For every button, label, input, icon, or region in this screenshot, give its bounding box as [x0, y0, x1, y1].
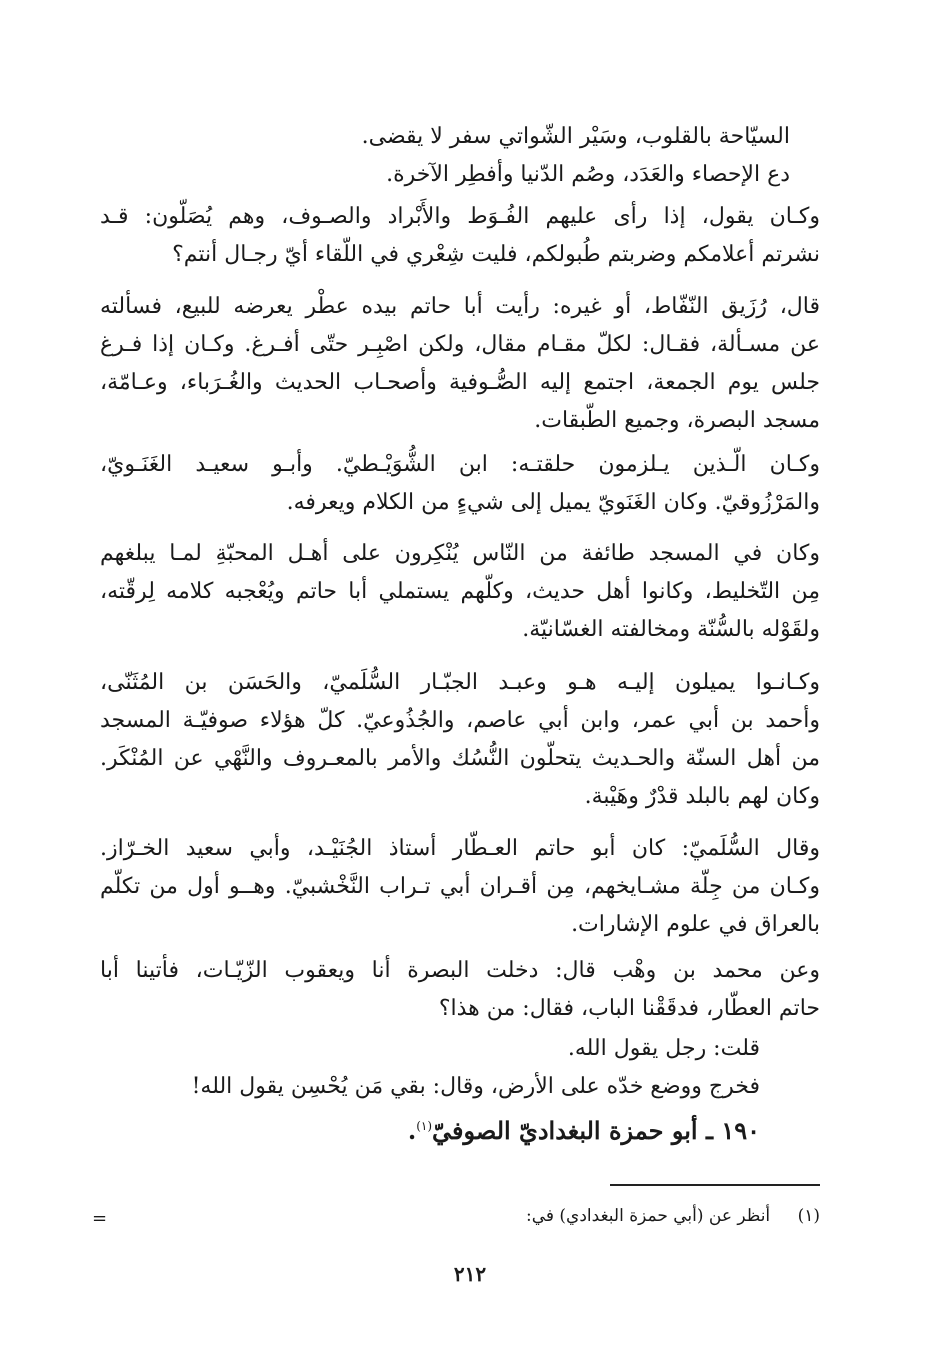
paragraph-line: وكان في المسجد طائفة من النّاس يُنْكِرون على أهـل المحبّةِ لمـا يبلغهم [100, 541, 820, 566]
paragraph-5 [100, 664, 820, 816]
paragraph-line: عن مسـألة، فقـال: لكلّ مقـام مقال، ولكن اصْبِـر حتّى أفـرغ. وكـان إذا فـرغ [100, 332, 820, 357]
paragraph-6 [100, 830, 820, 944]
entry-number: ١٩٠ [721, 1116, 760, 1145]
verse-line-2: دع الإحصاء والعَدَد، وصُم الدّنيا وأفطِر الآخرة. [386, 162, 790, 187]
footnote [526, 1206, 820, 1226]
paragraph-line: ولقَوْله بالسُّنّة ومخالفته الغسّانيّة. [522, 617, 820, 642]
paragraph-line: والمَرْزُوقيّ. وكان الغَنَويّ يميل إلى شيءٍ من الكلام ويعرفه. [286, 490, 820, 515]
paragraph-2 [100, 288, 820, 440]
paragraph-line: وكـانـوا يميلون إليـه هـو وعبـد الجبّـار السُّلَميّ، والحَسَن بن المُثَنّى، [100, 670, 820, 695]
paragraph-line: وكان لهم بالبلد قدْرٌ وهَيْبة. [584, 784, 820, 809]
verse-line-1: السيّاحة بالقلوب، وسَيْر الشّواتي سفر لا يقضى. [361, 124, 790, 149]
paragraph-line: قال، رُزَيق النّفّاط، أو غيره: رأيت أبا حاتم بيده عطْر يعرضه للبيع، فسألته [100, 294, 820, 319]
paragraph-line: وكـان الّـذين يـلزمون حلقتـه: ابن الشُّوَيْـطيّ. وأبـو سعيـد الغَنَـويّ، [100, 452, 820, 477]
paragraph-line: من أهل السنّة والحـديث يتحلّون النُّسُك والأمر بالمعـروف والنَّهْي عن المُنْكَر. [100, 746, 820, 771]
paragraph-line: مِن التّخليط، وكانوا أهل حديث، وكلّهم يستملي أبا حاتم ويُعْجبه كلامه لِرقّته، [100, 579, 820, 604]
paragraph-line: وأحمد بن أبي عمر، وابن أبي عاصم، والجُذُوعيّ. كلّ هؤلاء صوفيّـة المسجد [100, 708, 820, 733]
paragraph-1 [100, 198, 820, 274]
paragraph-line: وكـان من جِلّة مشـايخهم، مِن أقـران أبي تـراب النَّخْشبيّ. وهــو أول من تكلّم [100, 874, 820, 899]
entry-heading [408, 1116, 760, 1145]
paragraph-line: وقال السُّلَميّ: كان أبو حاتم العـطّار أستاذ الجُنَيْـد، وأبي سعيد الخـرّاز. [100, 836, 820, 861]
paragraph-3 [100, 446, 820, 522]
paragraph-line: نشرتم أعلامكم وضربتم طُبولكم، فليت شِعْري في اللّقاء أيّ رجـال أنتم؟ [172, 242, 820, 267]
paragraph-line: جلس يوم الجمعة، اجتمع إليه الصُّـوفية وأصحـاب الحديث والغُـرَباء، وعـامّة، [100, 370, 820, 395]
paragraph-4 [100, 535, 820, 649]
footnote-separator [610, 1184, 820, 1186]
footnote-reference: (١) [416, 1119, 433, 1133]
paragraph-line: بالعراق في علوم الإشارات. [571, 912, 820, 937]
paragraph-7 [100, 952, 820, 1028]
paragraph-line: وعن محمد بن وهْب قال: دخلت البصرة أنا ويعقوب الزّيّـات، فأتينا أبا [100, 958, 820, 983]
paragraph-line: مسجد البصرة، وجميع الطّبقات. [534, 408, 820, 433]
paragraph-line: حاتم العطّار، فدقَقْنا الباب، فقال: من هذا؟ [438, 996, 820, 1021]
footnote-continuation-mark: = [92, 1208, 108, 1229]
dialogue-line-1: قلت: رجل يقول الله. [567, 1036, 760, 1061]
footnote-marker: (١) [797, 1206, 820, 1226]
dialogue-line-2: فخرج ووضع خدّه على الأرض، وقال: بقي مَن يُحْسِن يقول الله! [191, 1074, 760, 1099]
entry-title: أبو حمزة البغداديّ الصوفيّ [432, 1116, 698, 1145]
page-number: ٢١٢ [453, 1262, 487, 1286]
footnote-text: أنظر عن (أبي حمزة البغدادي) في: [525, 1206, 771, 1226]
paragraph-line: وكـان يقول، إذا رأى عليهم الفُـوَط والأَبْراد والصـوف، وهم يُصَلّون: قـد [100, 204, 820, 229]
entry-end: . [407, 1116, 417, 1145]
entry-dash: ـ [705, 1116, 713, 1145]
